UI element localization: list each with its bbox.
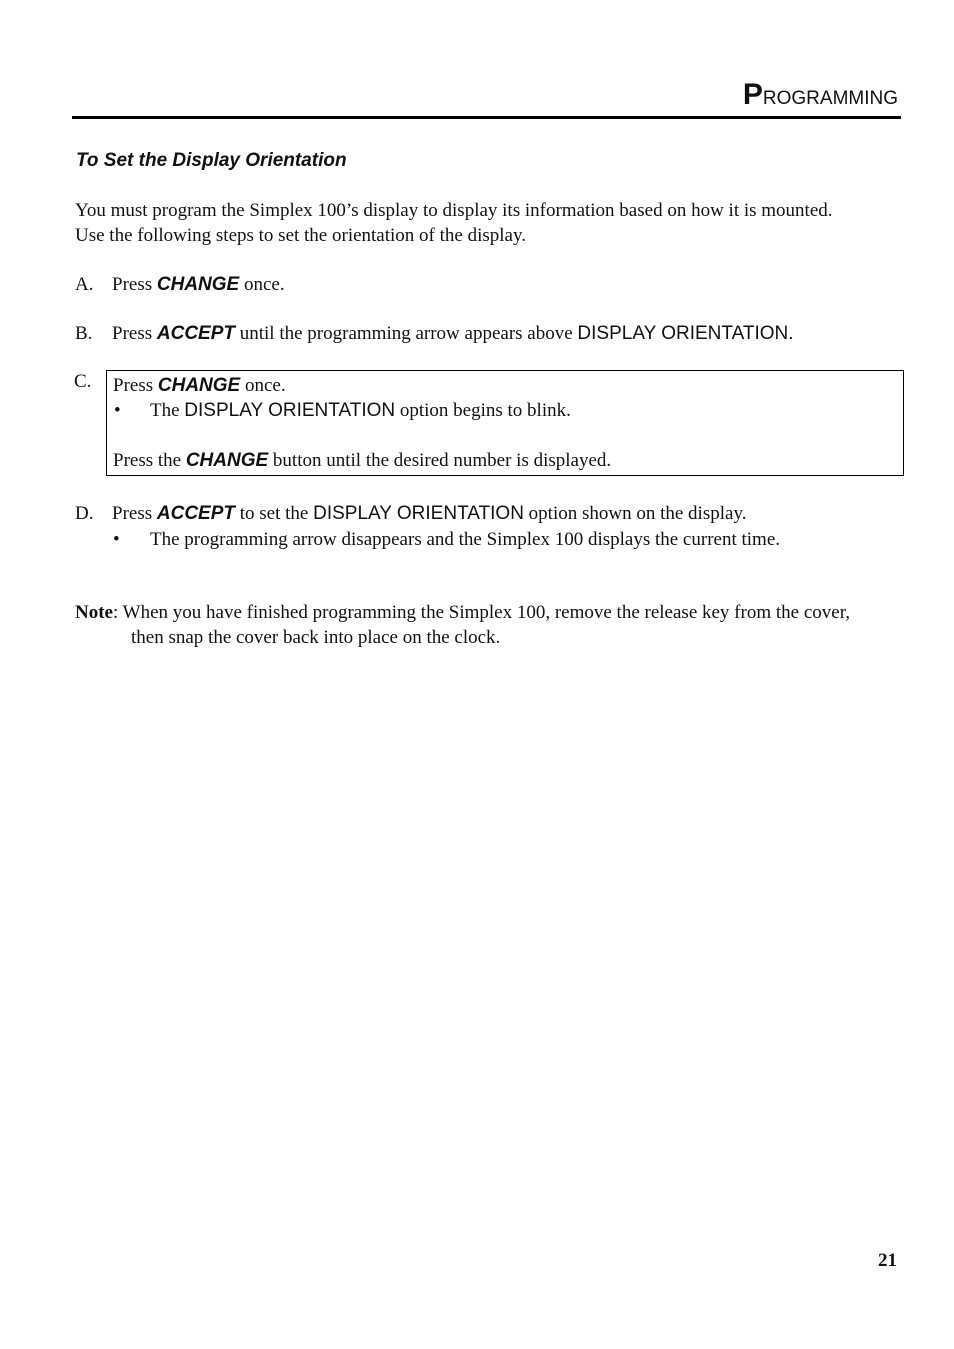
step-c-bullet-item [114, 398, 571, 423]
step-b-letter: B. [75, 323, 93, 344]
page-header-title [743, 78, 898, 112]
step-b-mid: until the programming arrow appears above [235, 323, 578, 344]
step-b [75, 321, 794, 346]
step-d-bullet: • [113, 529, 120, 550]
header-divider [72, 116, 901, 119]
note-label: Note [75, 602, 113, 623]
step-c-box [106, 370, 904, 476]
step-c-line3-pre: Press the [113, 450, 186, 471]
step-c-bullet: • [114, 400, 121, 421]
section-title: To Set the Display Orientation [76, 150, 347, 171]
step-d-bullet-text: The programming arrow disappears and the Simplex 100 displays the current time. [150, 529, 781, 550]
step-a [75, 272, 285, 297]
step-a-keyword: CHANGE [156, 274, 240, 295]
step-d-pre: Press [112, 503, 157, 524]
note-text: : When you have finished programming the Simplex 100, remove the release key from the cover, then snap the cover back into place on the clock. [112, 602, 851, 648]
intro-paragraph: You must program the Simplex 100’s display to display its information based on how it is mounted. Use the following steps to set the orientation of the display. [75, 200, 833, 246]
header-title-rest: ROGRAMMING [762, 88, 898, 109]
step-c-line1 [113, 373, 286, 398]
step-c-line1-keyword: CHANGE [157, 375, 241, 396]
page-number: 21 [878, 1250, 897, 1271]
step-c-line3 [113, 448, 611, 473]
step-a-post: once. [239, 274, 285, 295]
step-b-keyword: ACCEPT [156, 323, 235, 344]
step-c-letter: C. [74, 371, 92, 392]
note [75, 600, 875, 650]
step-d-keyword: ACCEPT [156, 503, 235, 524]
step-d [75, 501, 746, 526]
step-b-pre: Press [112, 323, 157, 344]
note-body [75, 600, 875, 650]
header-title-initial: P [742, 78, 763, 111]
step-c-bullet-option: DISPLAY ORIENTATION [184, 400, 396, 421]
step-b-option: DISPLAY ORIENTATION. [577, 323, 794, 344]
step-d-post: option shown on the display. [523, 503, 747, 524]
step-a-letter: A. [75, 274, 94, 295]
step-c-line3-post: button until the desired number is displayed. [268, 450, 612, 471]
step-c-bullet-pre: The [150, 400, 185, 421]
step-d-bullet-item [113, 527, 780, 552]
step-a-pre: Press [112, 274, 157, 295]
step-d-mid: to set the [235, 503, 314, 524]
step-c-line1-pre: Press [113, 375, 158, 396]
step-d-option: DISPLAY ORIENTATION [313, 503, 524, 524]
step-d-letter: D. [75, 503, 94, 524]
step-c-line1-post: once. [240, 375, 286, 396]
step-c-bullet-post: option begins to blink. [395, 400, 571, 421]
step-c-line3-keyword: CHANGE [185, 450, 269, 471]
